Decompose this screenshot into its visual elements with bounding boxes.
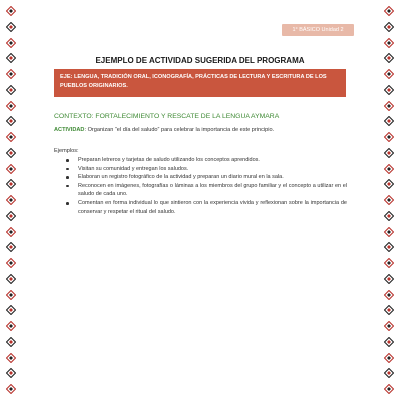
bullet-icon bbox=[66, 176, 69, 179]
andean-pattern-icon bbox=[6, 22, 16, 32]
andean-pattern-icon bbox=[6, 164, 16, 174]
grade-unit-badge: 1° BÁSICO Unidad 2 bbox=[282, 24, 354, 36]
andean-pattern-icon bbox=[6, 195, 16, 205]
andean-pattern-icon bbox=[384, 321, 394, 331]
andean-pattern-icon bbox=[6, 179, 16, 189]
andean-pattern-icon bbox=[384, 101, 394, 111]
activity-label: ACTIVIDAD bbox=[54, 127, 85, 133]
andean-pattern-icon bbox=[384, 38, 394, 48]
page-title: EJEMPLO DE ACTIVIDAD SUGERIDA DEL PROGRAMA bbox=[95, 56, 305, 65]
andean-pattern-icon bbox=[384, 85, 394, 95]
list-item bbox=[54, 182, 347, 199]
andean-pattern-icon bbox=[6, 337, 16, 347]
andean-pattern-icon bbox=[6, 116, 16, 126]
list-item bbox=[54, 165, 347, 174]
activity-text: : Organizan “el día del saludo” para celebrar la importancia de este principio. bbox=[84, 127, 275, 133]
bullet-icon bbox=[66, 185, 69, 188]
andean-pattern-icon bbox=[6, 258, 16, 268]
andean-pattern-icon bbox=[384, 148, 394, 158]
andean-pattern-icon bbox=[384, 353, 394, 363]
list-item-text: Visitan su comunidad y entregan los saludos. bbox=[78, 165, 189, 172]
andean-pattern-icon bbox=[6, 368, 16, 378]
andean-pattern-icon bbox=[384, 179, 394, 189]
andean-pattern-icon bbox=[384, 132, 394, 142]
andean-pattern-icon bbox=[6, 384, 16, 394]
andean-pattern-icon bbox=[384, 69, 394, 79]
andean-pattern-icon bbox=[384, 6, 394, 16]
andean-pattern-icon bbox=[384, 290, 394, 300]
list-item bbox=[54, 156, 347, 165]
andean-pattern-icon bbox=[384, 116, 394, 126]
andean-pattern-icon bbox=[6, 305, 16, 315]
andean-pattern-icon bbox=[384, 305, 394, 315]
andean-pattern-icon bbox=[384, 274, 394, 284]
andean-pattern-icon bbox=[6, 69, 16, 79]
list-item bbox=[54, 199, 347, 216]
list-item-text: Elaboran un registro fotográfico de la actividad y preparan un diario mural en la sala. bbox=[78, 174, 284, 181]
andean-pattern-icon bbox=[384, 242, 394, 252]
andean-pattern-icon bbox=[6, 353, 16, 363]
andean-pattern-icon bbox=[6, 38, 16, 48]
andean-pattern-icon bbox=[6, 85, 16, 95]
eje-banner: EJE: LENGUA, TRADICIÓN ORAL, ICONOGRAFÍA, PRÁCTICAS DE LECTURA Y ESCRITURA DE LOS PUEBLOS ORIGINARIOS. bbox=[54, 69, 346, 97]
andean-pattern-icon bbox=[6, 227, 16, 237]
examples-list bbox=[54, 156, 347, 216]
andean-pattern-icon bbox=[6, 101, 16, 111]
context-heading: CONTEXTO: FORTALECIMIENTO Y RESCATE DE LA LENGUA AYMARA bbox=[54, 113, 280, 120]
list-item-text: Reconocen en imágenes, fotografías o láminas a los miembros del grupo familiar y el concepto a utilizar en el saludo de cada uno. bbox=[78, 182, 347, 198]
andean-pattern-icon bbox=[6, 274, 16, 284]
andean-pattern-icon bbox=[6, 6, 16, 16]
andean-pattern-icon bbox=[384, 384, 394, 394]
andean-pattern-icon bbox=[6, 148, 16, 158]
andean-pattern-icon bbox=[6, 290, 16, 300]
andean-pattern-icon bbox=[6, 242, 16, 252]
andean-pattern-icon bbox=[384, 227, 394, 237]
andean-pattern-icon bbox=[384, 337, 394, 347]
list-item-text: Comentan en forma individual lo que sintieron con la experiencia vivida y reflexionan sobre la importancia de conservar y respetar el ritual del saludo. bbox=[78, 199, 347, 215]
andean-pattern-icon bbox=[384, 22, 394, 32]
list-item-text: Preparan letreros y tarjetas de saludo utilizando los conceptos aprendidos. bbox=[78, 157, 260, 163]
andean-pattern-icon bbox=[384, 368, 394, 378]
andean-pattern-icon bbox=[6, 132, 16, 142]
bullet-icon bbox=[66, 202, 69, 205]
list-item bbox=[54, 173, 347, 182]
andean-pattern-icon bbox=[384, 258, 394, 268]
activity-statement bbox=[54, 127, 354, 133]
examples-heading: Ejemplos: bbox=[54, 148, 79, 154]
bullet-icon bbox=[66, 168, 69, 171]
andean-pattern-icon bbox=[384, 164, 394, 174]
andean-pattern-icon bbox=[6, 321, 16, 331]
bullet-icon bbox=[66, 159, 69, 162]
andean-pattern-icon bbox=[384, 211, 394, 221]
andean-pattern-icon bbox=[6, 211, 16, 221]
andean-pattern-icon bbox=[384, 195, 394, 205]
